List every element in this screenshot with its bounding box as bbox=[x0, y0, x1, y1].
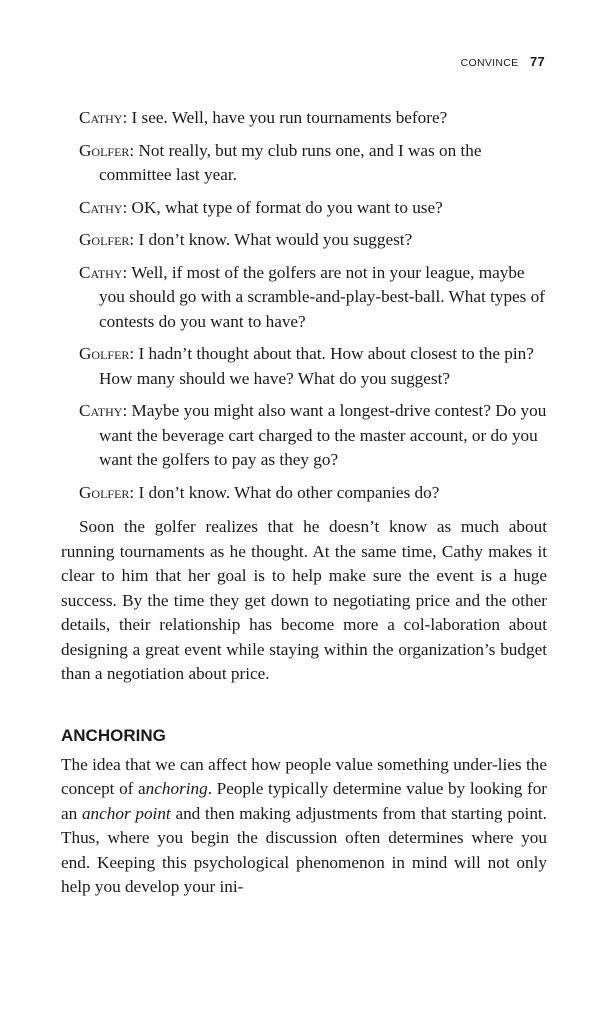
page-number: 77 bbox=[529, 54, 545, 69]
paragraph-text: The idea that we can affect how people value something under-lies the concept of a bbox=[61, 754, 547, 798]
speaker-name: Golfer bbox=[79, 230, 130, 249]
body-paragraph: Soon the golfer realizes that he doesn’t know as much about running tournaments as he thought. At the same time, Cathy makes it clear to him that her goal is to help make sure the event is a huge success. By the time they get down to negotiating price and the other details, their relationship has become more a col-laboration about designing a great event while staying within the organization’s budget than a negotiation about price. bbox=[61, 517, 547, 683]
speaker-name: Golfer bbox=[79, 482, 130, 502]
paragraph-text: and then making adjustments from that starting point. Thus, where you begin the discussion often determines where you end. Keeping this psychological phenomenon in mind will not only help you develop your ini- bbox=[61, 803, 547, 896]
speaker-name: Golfer bbox=[79, 344, 130, 363]
dialogue-text: : OK, what type of format do you want to use? bbox=[122, 197, 443, 217]
dialogue-text: : I hadn’t thought about that. How about closest to the pin? How many should we have? What do you suggest? bbox=[99, 344, 534, 388]
dialogue-line bbox=[79, 228, 547, 253]
running-header bbox=[461, 54, 545, 69]
speaker-name: Golfer bbox=[79, 140, 130, 160]
dialogue-text: : Maybe you might also want a longest-drive contest? Do you want the beverage cart charged to the master account, or do you want the golfers to pay as they go? bbox=[99, 401, 547, 469]
speaker-name: Cathy bbox=[79, 262, 123, 282]
dialogue-line bbox=[79, 261, 547, 335]
emphasis-text: anchor point bbox=[81, 803, 171, 823]
body-paragraph bbox=[61, 753, 547, 900]
speaker-name: Cathy bbox=[79, 108, 123, 127]
dialogue-text: : Not really, but my club runs one, and I was on the committee last year. bbox=[99, 140, 482, 184]
dialogue-text: : I don’t know. What do other companies do? bbox=[129, 482, 440, 502]
page-body bbox=[61, 106, 547, 900]
section-title: CONVINCE bbox=[460, 57, 519, 69]
dialogue-line bbox=[79, 399, 547, 473]
speaker-name: Cathy bbox=[79, 401, 123, 420]
dialogue-text: : Well, if most of the golfers are not in your league, maybe you should go with a scramble-and-play-best-ball. What types of contests do you want to have? bbox=[99, 262, 545, 331]
section-heading: ANCHORING bbox=[61, 725, 166, 745]
dialogue-line bbox=[79, 196, 547, 221]
speaker-name: Cathy bbox=[79, 197, 123, 217]
dialogue-line bbox=[79, 139, 547, 188]
emphasis-text: nchoring bbox=[145, 779, 208, 798]
dialogue-text: : I see. Well, have you run tournaments before? bbox=[122, 108, 448, 127]
paragraph-text: . People typically determine value by looking for an bbox=[61, 779, 548, 823]
dialogue-line bbox=[79, 481, 547, 506]
dialogue-text: : I don’t know. What would you suggest? bbox=[129, 230, 413, 249]
dialogue-line bbox=[79, 106, 547, 131]
dialogue-line bbox=[79, 342, 547, 391]
